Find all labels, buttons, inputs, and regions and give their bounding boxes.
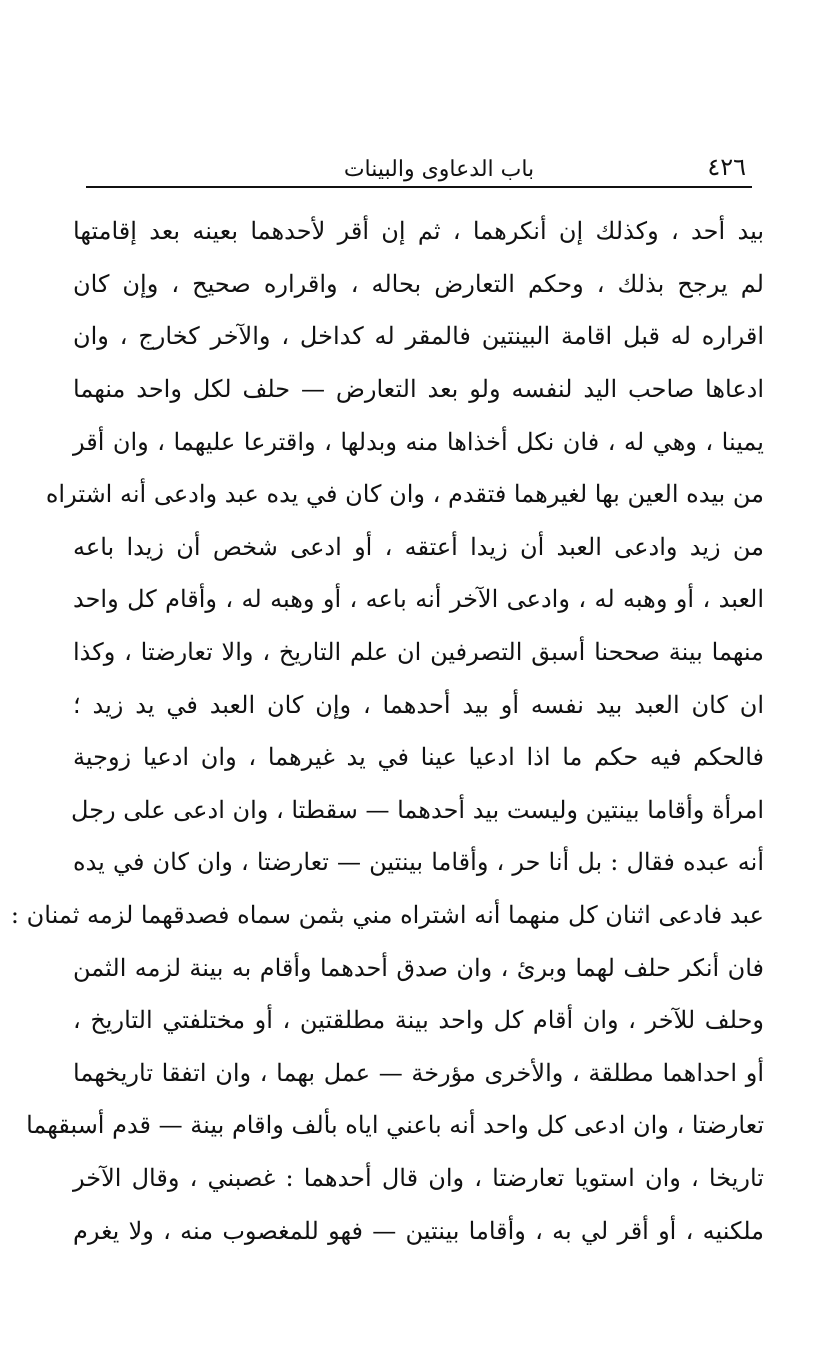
text-line: ان كان العبد بيد نفسه أو بيد أحدهما ، وإن كان العبد في يد زيد ؛	[73, 690, 764, 719]
page-header	[92, 145, 746, 181]
text-line: لم يرجح بذلك ، وحكم التعارض بحاله ، واقراره صحيح ، وإن كان	[73, 269, 764, 298]
text-line: وحلف للآخر ، وان أقام كل واحد بينة مطلقتين ، أو مختلفتي التاريخ ،	[73, 1006, 764, 1035]
text-line: من بيده العين بها لغيرهما فتقدم ، وان كان في يده عبد وادعى أنه اشتراه	[45, 480, 764, 509]
text-line: عبد فادعى اثنان كل منهما أنه اشتراه مني بثمن سماه فصدقهما لزمه ثمنان :	[10, 901, 764, 930]
body-text	[10, 205, 764, 1257]
text-line: فالحكم فيه حكم ما اذا ادعيا عينا في يد غيرهما ، وان ادعيا زوجية	[73, 743, 764, 772]
text-line: أو احداهما مطلقة ، والأخرى مؤرخة — عمل بهما ، وان اتفقا تاريخهما	[73, 1058, 764, 1087]
text-line: امرأة وأقاما بينتين وليست بيد أحدهما — سقطتا ، وان ادعى على رجل	[71, 795, 764, 824]
text-line: اقراره له قبل اقامة البينتين فالمقر له كداخل ، والآخر كخارج ، وان	[73, 322, 764, 351]
text-line: من زيد وادعى العبد أن زيدا أعتقه ، أو ادعى شخص أن زيدا باعه	[73, 532, 764, 561]
page-number: ٤٢٦	[707, 153, 746, 181]
text-line: العبد ، أو وهبه له ، وادعى الآخر أنه باعه ، أو وهبه له ، وأقام كل واحد	[73, 585, 764, 614]
text-line: تعارضتا ، وان ادعى كل واحد أنه باعني اياه بألف واقام بينة — قدم أسبقهما	[26, 1111, 764, 1140]
text-line: منهما بينة صححنا أسبق التصرفين ان علم التاريخ ، والا تعارضتا ، وكذا	[73, 638, 764, 667]
header-rule	[86, 186, 752, 188]
text-line: بيد أحد ، وكذلك إن أنكرهما ، ثم إن أقر لأحدهما بعينه بعد إقامتها	[73, 217, 764, 246]
text-line: تاريخا ، وان استويا تعارضتا ، وان قال أحدهما : غصبني ، وقال الآخر	[73, 1163, 764, 1192]
text-line: أنه عبده فقال : بل أنا حر ، وأقاما بينتين — تعارضتا ، وان كان في يده	[73, 848, 764, 877]
text-line: ادعاها صاحب اليد لنفسه ولو بعد التعارض — حلف لكل واحد منهما	[73, 375, 764, 404]
text-line: ملكنيه ، أو أقر لي به ، وأقاما بينتين — فهو للمغصوب منه ، ولا يغرم	[73, 1216, 764, 1245]
text-line: فان أنكر حلف لهما وبرئ ، وان صدق أحدهما وأقام به بينة لزمه الثمن	[73, 953, 764, 982]
running-title: باب الدعاوى والبينات	[343, 157, 535, 182]
text-line: يمينا ، وهي له ، فان نكل أخذاها منه وبدلها ، واقترعا عليهما ، وان أقر	[73, 427, 764, 456]
